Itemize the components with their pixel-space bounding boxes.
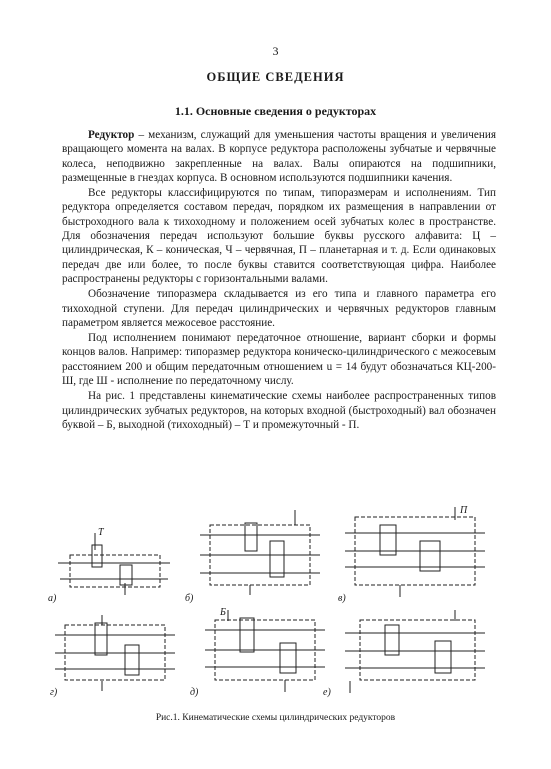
page-number: 3: [272, 44, 279, 58]
scheme-d: [55, 615, 175, 691]
schemes-drawing: [40, 505, 510, 710]
paragraph-3: Обозначение типоразмера складывается из его типа и главного параметра его тихоходной ступени. Для передач цилиндрических и червячных редукторов главным параметром является межосевое расстояние.: [62, 288, 496, 329]
figure-caption: Рис.1. Кинематические схемы цилиндрических редукторов: [155, 713, 396, 723]
shaft-letter-p: П: [460, 505, 468, 516]
kinematic-schemes-figure: [40, 505, 510, 710]
body-text: [62, 128, 496, 433]
label-d: г): [50, 687, 58, 698]
paragraph-4: Под исполнением понимают передаточное отношение, вариант сборки и формы концов валов. Например: типоразмер редуктора коническо-цилиндрического с межосевым расстоянием 200 и общим передаточным отношением u = 14 будут обозначаться КЦ-200-Ш, где Ш - исполнение по передаточному числу.: [62, 332, 496, 388]
scheme-c: [345, 507, 485, 597]
paragraph-1: [62, 128, 496, 185]
shaft-letter-t: Т: [98, 527, 104, 538]
label-c: в): [338, 593, 346, 604]
term-reduktor: Редуктор: [88, 129, 135, 141]
paragraph-5: На рис. 1 представлены кинематические схемы наиболее распространенных типов цилиндрических зубчатых редукторов, на которых входной (быстроходный) вал обозначен буквой – Б, выходной (тихоходный) – Т и промежуточный - П.: [62, 390, 496, 431]
scheme-a: [58, 533, 170, 595]
label-a: а): [48, 593, 57, 604]
page-heading: ОБЩИЕ СВЕДЕНИЯ: [206, 70, 345, 84]
scheme-b: [200, 510, 320, 595]
paragraph-1-text: – механизм, служащий для уменьшения частоты вращения и увеличения вращающего момента на валах. В корпусе редуктора расположены зубчатые и червячные колеса, неподвижно закрепленные на валах. Валы опираются на подшипники, размещенные в гнездах корпуса. В основном используются подшипники качения.: [62, 129, 496, 184]
scheme-f: [345, 610, 485, 693]
section-heading: 1.1. Основные сведения о редукторах: [174, 104, 377, 118]
label-b: б): [185, 593, 194, 604]
label-f: е): [323, 687, 331, 698]
paragraph-2: Все редукторы классифицируются по типам, типоразмерам и исполнениям. Тип редуктора определяется составом передач, порядком их размещения в направлении от быстроходного вала к тихоходному и положением осей зубчатых колес в пространстве. Для обозначения передач используют большие буквы русского алфавита: Ц – цилиндрическая, К – коническая, Ч – червячная, П – планетарная и т. д. Если одинаковых передач две или более, то после буквы ставится соответствующая цифра. Наиболее распространены редукторы с горизонтальными валами.: [62, 187, 496, 285]
scheme-e: [205, 610, 325, 692]
label-e: д): [190, 687, 199, 698]
shaft-letter-b: Б: [220, 607, 226, 618]
